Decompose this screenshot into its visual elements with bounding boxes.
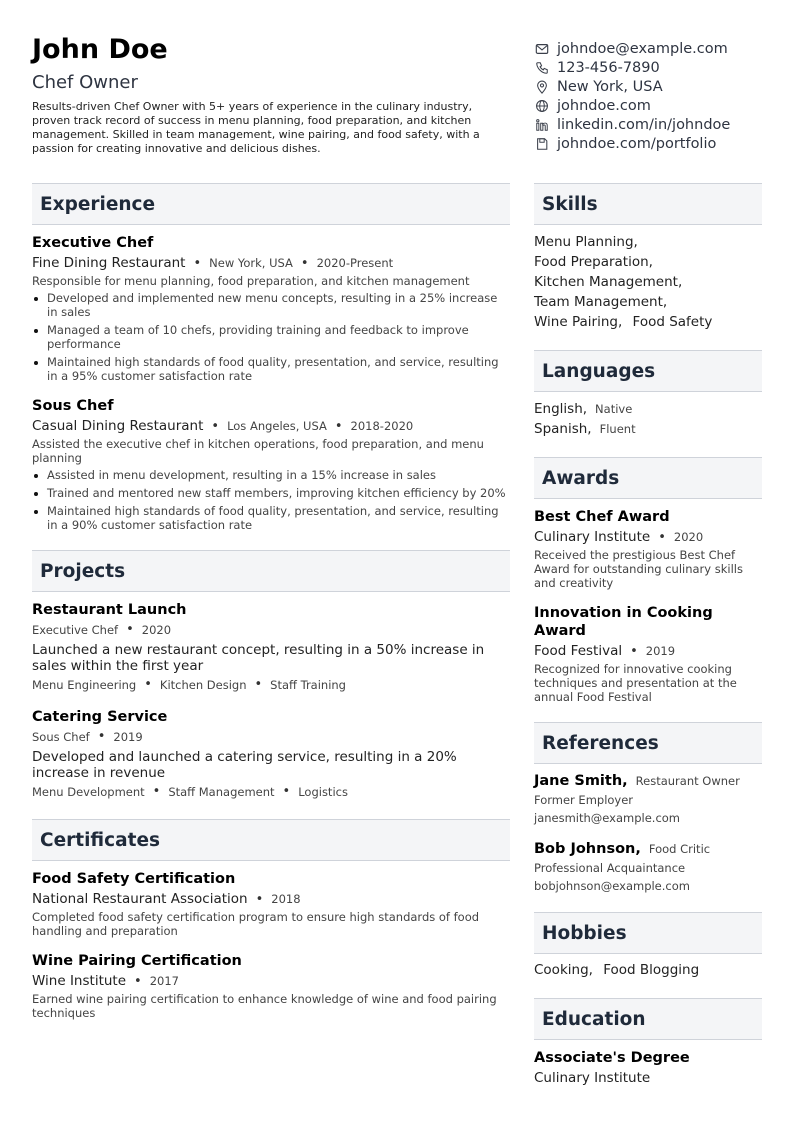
phone-icon (534, 60, 550, 76)
dates: 2018-2020 (350, 419, 414, 433)
project-year: 2019 (113, 730, 143, 744)
job-meta (32, 418, 510, 435)
dates: 2020-Present (316, 256, 394, 270)
tag: Logistics (298, 785, 348, 799)
summary: Results-driven Chef Owner with 5+ years of experience in the culinary industry, proven track record of success in menu planning, food preparation, and kitchen management. Skilled in team management, wine pairing, and food safety, with a passion for creating innovative and delicious dishes. (32, 100, 480, 155)
reference-role: Food Critic (648, 842, 711, 856)
tag: Menu Development (32, 785, 145, 799)
portfolio-icon (534, 136, 550, 152)
list-item: Managed a team of 10 chefs, providing training and feedback to improve performance (32, 323, 510, 351)
reference-relation: Professional Acquaintance (534, 861, 686, 875)
project-entry (32, 601, 510, 692)
contact-website[interactable] (534, 96, 774, 115)
award-meta (534, 643, 762, 660)
project-entry (32, 708, 510, 799)
hobby-item: Food Blogging (603, 962, 700, 978)
experience-heading-text: Experience (40, 193, 156, 215)
contact-phone[interactable] (534, 58, 774, 77)
main-column (32, 183, 510, 1020)
hobbies-heading (534, 912, 762, 954)
language-level: Native (595, 402, 633, 416)
email-icon (534, 41, 550, 57)
award-title: Innovation in Cooking Award (534, 605, 713, 639)
reference-name: Jane Smith, (534, 773, 628, 789)
experience-entry (32, 234, 510, 383)
awards-heading-text: Awards (542, 467, 620, 489)
certificate-year: 2018 (271, 892, 301, 906)
education-heading (534, 998, 762, 1040)
degree: Associate's Degree (534, 1050, 690, 1066)
project-description: Launched a new restaurant concept, resulting in a 50% increase in sales within the first year (32, 642, 485, 674)
languages-heading (534, 350, 762, 392)
list-item: Assisted in menu development, resulting in a 15% increase in sales (32, 468, 510, 482)
language-item (534, 399, 762, 419)
project-meta (32, 730, 510, 744)
separator-dot: • (144, 677, 152, 692)
skills-list (534, 232, 762, 332)
list-item: Maintained high standards of food quality, presentation, and service, resulting in a 90% customer satisfaction rate (32, 504, 510, 532)
company: Casual Dining Restaurant (32, 418, 204, 434)
list-item: Developed and implemented new menu concepts, resulting in a 25% increase in sales (32, 291, 510, 319)
skill-item: Menu Planning, (534, 234, 638, 250)
tag: Staff Management (168, 785, 275, 799)
hobbies-heading-text: Hobbies (542, 922, 627, 944)
list-item: Trained and mentored new staff members, improving kitchen efficiency by 20% (32, 486, 510, 500)
language-name: English, (534, 401, 588, 417)
reference-email[interactable]: bobjohnson@example.com (534, 879, 690, 893)
certificates-heading-text: Certificates (40, 829, 160, 851)
certificate-description: Earned wine pairing certification to enhance knowledge of wine and food pairing techniques (32, 992, 497, 1020)
separator-dot: • (282, 784, 291, 799)
certificate-year: 2017 (149, 974, 179, 988)
awards-heading (534, 457, 762, 499)
skills-heading-text: Skills (542, 193, 598, 215)
separator-dot: • (334, 419, 343, 434)
separator-dot: • (211, 419, 220, 434)
separator-dot: • (152, 784, 161, 799)
skill-item: Team Management, (534, 294, 668, 310)
award-description: Recognized for innovative cooking techniques and presentation at the annual Food Festival (534, 662, 737, 704)
award-description: Received the prestigious Best Chef Award for outstanding culinary skills and creativity (534, 548, 743, 590)
skill-item: Food Preparation, (534, 254, 653, 270)
skill-item: Kitchen Management, (534, 274, 683, 290)
certificate-title: Wine Pairing Certification (32, 953, 242, 969)
project-description: Developed and launched a catering service, resulting in a 20% increase in revenue (32, 749, 457, 781)
project-title: Catering Service (32, 709, 168, 725)
tag: Menu Engineering (32, 678, 137, 692)
skills-heading (534, 183, 762, 225)
job-title: Chef Owner (32, 72, 138, 93)
location: New York, USA (209, 256, 293, 270)
certificate-issuer: National Restaurant Association (32, 891, 248, 907)
project-tags (32, 785, 510, 799)
projects-heading (32, 550, 510, 592)
job-bullets (32, 468, 510, 532)
award-issuer: Culinary Institute (534, 529, 651, 545)
certificates-heading (32, 819, 510, 861)
school: Culinary Institute (534, 1070, 651, 1086)
separator-dot: • (658, 530, 666, 545)
contact-location (534, 77, 774, 96)
tag: Kitchen Design (159, 678, 247, 692)
reference-name: Bob Johnson, (534, 841, 641, 857)
contact-linkedin-text: linkedin.com/in/johndoe (557, 116, 731, 133)
contact-portfolio[interactable] (534, 134, 774, 153)
project-title: Restaurant Launch (32, 602, 187, 618)
skill-item-row (534, 312, 762, 332)
project-role: Executive Chef (32, 623, 119, 637)
project-year: 2020 (141, 623, 172, 637)
references-heading-text: References (542, 732, 659, 754)
tag: Staff Training (270, 678, 346, 692)
job-title: Sous Chef (32, 398, 114, 414)
location-icon (534, 79, 550, 95)
language-item (534, 419, 762, 439)
side-column (534, 183, 762, 1087)
separator-dot: • (134, 974, 142, 989)
reference-entry (534, 841, 762, 893)
languages-list (534, 399, 762, 439)
full-name: John Doe (32, 34, 168, 65)
separator-dot: • (630, 644, 638, 659)
experience-entry (32, 397, 510, 532)
certificate-title: Food Safety Certification (32, 871, 236, 887)
projects-heading-text: Projects (40, 560, 126, 582)
contact-phone-text: 123-456-7890 (557, 59, 660, 76)
reference-entry (534, 773, 762, 825)
project-role: Sous Chef (32, 730, 90, 744)
separator-dot: • (300, 256, 309, 271)
certificate-entry (32, 952, 510, 1020)
job-bullets (32, 291, 510, 383)
separator-dot: • (254, 677, 263, 692)
contact-email[interactable] (534, 39, 774, 58)
skill-item: Food Safety (632, 314, 713, 330)
certificate-meta (32, 891, 510, 908)
language-level: Fluent (599, 422, 636, 436)
linkedin-icon (534, 117, 550, 133)
header (32, 34, 512, 156)
reference-header (534, 773, 762, 789)
job-description: Responsible for menu planning, food preparation, and kitchen management (32, 274, 470, 288)
project-meta (32, 623, 510, 637)
references-heading (534, 722, 762, 764)
certificate-issuer: Wine Institute (32, 973, 127, 989)
education-entry (534, 1049, 762, 1087)
project-tags (32, 678, 510, 692)
award-issuer: Food Festival (534, 643, 623, 659)
job-title: Executive Chef (32, 235, 154, 251)
award-year: 2020 (673, 530, 704, 544)
globe-icon (534, 98, 550, 114)
experience-heading (32, 183, 510, 225)
reference-relation: Former Employer (534, 793, 634, 807)
award-year: 2019 (645, 644, 676, 658)
skill-item: Wine Pairing, (534, 314, 623, 330)
job-meta (32, 255, 510, 272)
reference-email[interactable]: janesmith@example.com (534, 811, 681, 825)
location: Los Angeles, USA (227, 419, 327, 433)
certificate-description: Completed food safety certification program to ensure high standards of food handling and preparation (32, 910, 480, 938)
contact-list (534, 39, 774, 153)
separator-dot: • (255, 892, 264, 907)
languages-heading-text: Languages (542, 360, 656, 382)
certificate-meta (32, 973, 510, 990)
award-entry (534, 604, 762, 704)
job-description: Assisted the executive chef in kitchen operations, food preparation, and menu planning (32, 437, 484, 465)
award-title: Best Chef Award (534, 509, 670, 525)
company: Fine Dining Restaurant (32, 255, 186, 271)
list-item: Maintained high standards of food quality, presentation, and service, resulting in a 95% customer satisfaction rate (32, 355, 510, 383)
separator-dot: • (193, 256, 202, 271)
language-name: Spanish, (534, 421, 592, 437)
reference-header (534, 841, 762, 857)
contact-email-text: johndoe@example.com (557, 40, 728, 57)
hobby-item: Cooking, (534, 962, 593, 978)
award-entry (534, 508, 762, 590)
contact-linkedin[interactable] (534, 115, 774, 134)
education-heading-text: Education (542, 1008, 646, 1030)
certificate-entry (32, 870, 510, 938)
contact-location-text: New York, USA (557, 78, 663, 95)
reference-role: Restaurant Owner (635, 774, 740, 788)
separator-dot: • (97, 729, 106, 744)
hobbies-list (534, 960, 762, 980)
award-meta (534, 529, 762, 546)
contact-portfolio-text: johndoe.com/portfolio (557, 135, 717, 152)
contact-website-text: johndoe.com (557, 97, 651, 114)
separator-dot: • (126, 622, 134, 637)
